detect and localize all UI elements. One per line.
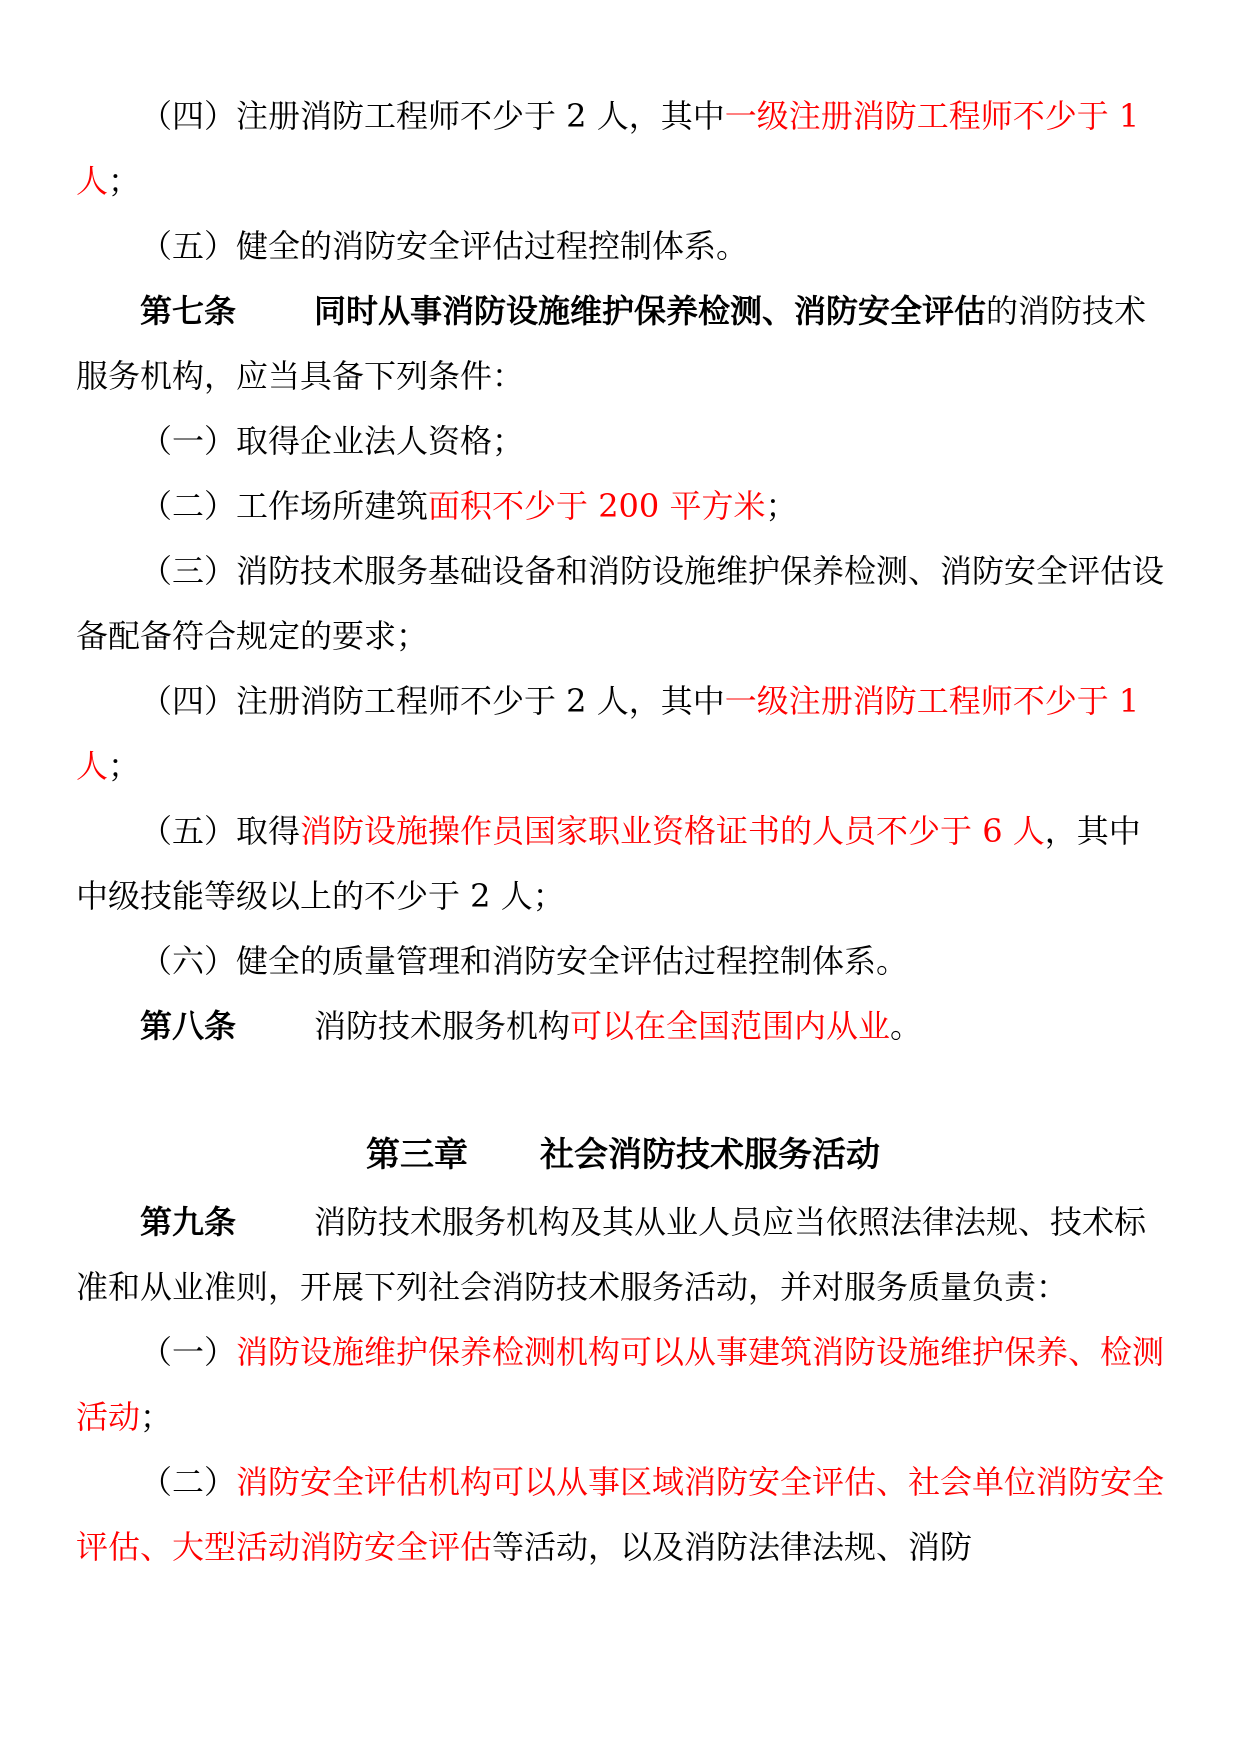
art7-item2-suffix: ； — [765, 487, 798, 525]
art6-item4-highlight: 一级注册消防工程师不少于 1 人 — [76, 97, 1140, 200]
art7-item1: （一）取得企业法人资格； — [140, 422, 525, 460]
art7-item3: （三）消防技术服务基础设备和消防设施维护保养检测、消防安全评估设备配备符合规定的要求； — [76, 552, 1165, 655]
art9-item2-suffix: 等活动，以及消防法律法规、消防 — [492, 1528, 973, 1566]
art7-item5-highlight: 消防设施操作员国家职业资格证书的人员不少于 6 人 — [300, 812, 1045, 850]
art7-item2 — [76, 474, 1170, 539]
art9-item2-prefix: （二） — [140, 1463, 237, 1501]
chapter-title: 社会消防技术服务活动 — [540, 1135, 880, 1175]
chapter-number: 第三章 — [366, 1135, 468, 1175]
art6-item4 — [76, 84, 1170, 214]
article-7-label: 第七条 — [140, 292, 237, 330]
art7-item6: （六）健全的质量管理和消防安全评估过程控制体系。 — [140, 942, 909, 980]
article-8-text: 消防技术服务机构 — [314, 1007, 571, 1045]
art6-item5: （五）健全的消防安全评估过程控制体系。 — [140, 227, 749, 265]
art7-item2-highlight: 面积不少于 200 平方米 — [428, 487, 766, 525]
art9-item1-prefix: （一） — [140, 1333, 237, 1371]
art6-item4-suffix: ； — [108, 162, 141, 200]
article-7 — [76, 279, 1170, 409]
article-7-bold: 同时从事消防设施维护保养检测、消防安全评估 — [314, 292, 987, 330]
art7-item4-suffix: ； — [108, 747, 141, 785]
art6-item4-prefix: （四）注册消防工程师不少于 2 人，其中 — [140, 97, 725, 135]
art7-item5-suffix: ，其中中级技能等级以上的不少于 2 人； — [76, 812, 1141, 915]
art7-item2-prefix: （二）工作场所建筑 — [140, 487, 429, 525]
article-8-label: 第八条 — [140, 1007, 237, 1045]
art9-item1-suffix: ； — [140, 1398, 173, 1436]
art7-item5-prefix: （五）取得 — [140, 812, 301, 850]
art9-item2-highlight: 消防安全评估机构可以从事区域消防安全评估、社会单位消防安全评估、大型活动消防安全评估 — [76, 1463, 1165, 1566]
art7-item5 — [76, 799, 1170, 929]
art7-item4-prefix: （四）注册消防工程师不少于 2 人，其中 — [140, 682, 725, 720]
article-7-rest: 的消防技术服务机构，应当具备下列条件： — [76, 292, 1147, 395]
art9-item1 — [76, 1320, 1170, 1450]
article-8-highlight: 可以在全国范围内从业 — [570, 1007, 891, 1045]
article-9-label: 第九条 — [140, 1203, 237, 1241]
chapter-heading — [76, 1059, 1170, 1190]
article-8-suffix: 。 — [890, 1007, 923, 1045]
article-9 — [76, 1190, 1170, 1320]
article-8 — [76, 994, 1170, 1059]
art9-item1-highlight: 消防设施维护保养检测机构可以从事建筑消防设施维护保养、检测活动 — [76, 1333, 1165, 1436]
art7-item4 — [76, 669, 1170, 799]
art9-item2 — [76, 1450, 1170, 1580]
art7-item4-highlight: 一级注册消防工程师不少于 1 人 — [76, 682, 1140, 785]
article-9-text: 消防技术服务机构及其从业人员应当依照法律法规、技术标准和从业准则，开展下列社会消防技术服务活动，并对服务质量负责： — [76, 1203, 1147, 1306]
